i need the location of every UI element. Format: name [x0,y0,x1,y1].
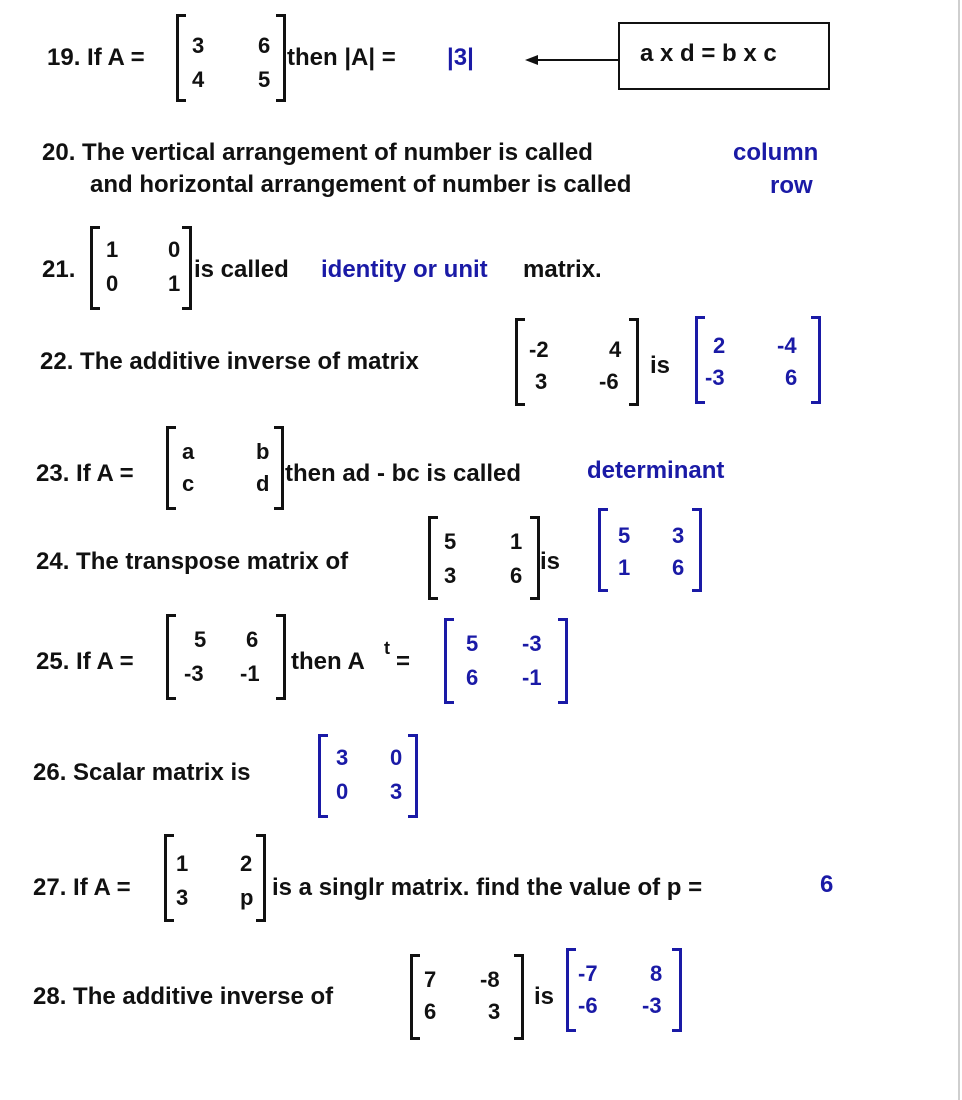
q25-m22: -1 [240,661,260,686]
q27-m21: 3 [176,885,189,910]
q24-m11: 5 [444,529,457,554]
q28-m11: 7 [424,967,437,992]
q22-middle: is [650,352,671,379]
q23-m21: c [182,471,195,496]
q24-prefix: 24. The transpose matrix of [36,548,349,575]
q28-m22: 3 [488,999,501,1024]
q28-a11: -7 [578,961,598,986]
q28-a21: -6 [578,993,598,1018]
q21-m12: 0 [168,237,181,262]
q22-m22: -6 [599,369,619,394]
q20-answer-row: row [770,172,813,199]
q24-answer-matrix [598,508,702,592]
q24-m22: 6 [510,563,523,588]
q27-m22: p [240,885,254,910]
q27-prefix: 27. If A = [33,874,131,901]
q25-m21: -3 [184,661,204,686]
q26-prefix: 26. Scalar matrix is [33,759,251,786]
q23-answer: determinant [587,457,725,484]
q22-m12: 4 [609,337,622,362]
q28-prefix: 28. The additive inverse of [33,983,334,1010]
q22-prefix: 22. The additive inverse of matrix [40,348,419,375]
q27-m11: 1 [176,851,189,876]
q21-m21: 0 [106,271,119,296]
q25-prefix: 25. If A = [36,648,134,675]
q19-m12: 6 [258,33,271,58]
q26-a11: 3 [336,745,349,770]
q24-a22: 6 [672,555,685,580]
q25-superscript: t [384,638,390,658]
q24-a21: 1 [618,555,631,580]
q22-answer-matrix [695,316,821,404]
q26-a21: 0 [336,779,349,804]
q28-a22: -3 [642,993,662,1018]
q22-m21: 3 [535,369,548,394]
q23-m22: d [256,471,270,496]
q23-prefix: 23. If A = [36,460,134,487]
q25-m12: 6 [246,627,259,652]
formula-box-text: a x d = b x c [640,40,777,67]
q25-matrix [166,614,286,700]
q22-m11: -2 [529,337,549,362]
q28-answer-matrix [566,948,682,1032]
q23-matrix [166,426,284,510]
q21-matrix [90,226,192,310]
q24-a12: 3 [672,523,685,548]
q21-answer: identity or unit [321,256,488,283]
q22-a11: 2 [713,333,726,358]
q22-matrix [515,318,639,406]
q25-middle: then A [291,648,365,675]
q26-a22: 3 [390,779,403,804]
q25-answer-matrix [444,618,568,704]
q23-m11: a [182,439,195,464]
arrow-left-icon [525,52,621,68]
q28-m12: -8 [480,967,500,992]
page-edge-line [958,0,960,1100]
q25-equals: = [396,648,411,675]
q21-m11: 1 [106,237,119,262]
q22-a21: -3 [705,365,725,390]
q28-matrix [410,954,524,1040]
q22-a12: -4 [777,333,797,358]
q23-m12: b [256,439,270,464]
q25-a12: -3 [522,631,542,656]
q27-middle: is a singlr matrix. find the value of p = [272,874,703,901]
q21-suffix: matrix. [523,256,602,283]
q20-line2: and horizontal arrangement of number is called [90,171,632,198]
q22-a22: 6 [785,365,798,390]
q28-a12: 8 [650,961,663,986]
q24-m12: 1 [510,529,523,554]
q19-prefix: 19. If A = [47,44,145,71]
q26-a12: 0 [390,745,403,770]
q25-a21: 6 [466,665,479,690]
q26-answer-matrix [318,734,418,818]
q21-middle: is called [194,256,289,283]
q20-line1: 20. The vertical arrangement of number is called [42,139,593,166]
q19-middle: then |A| = [287,44,396,71]
q19-m22: 5 [258,67,271,92]
q28-m21: 6 [424,999,437,1024]
q20-answer-column: column [733,139,819,166]
q21-m22: 1 [168,271,181,296]
q19-m21: 4 [192,67,205,92]
q27-answer: 6 [820,871,834,898]
q21-prefix: 21. [42,256,76,283]
q24-middle: is [540,548,561,575]
q27-matrix [164,834,266,922]
q25-a22: -1 [522,665,542,690]
q19-matrix [176,14,286,102]
q24-a11: 5 [618,523,631,548]
q28-middle: is [534,983,555,1010]
q24-matrix [428,516,540,600]
q25-m11: 5 [194,627,207,652]
q25-a11: 5 [466,631,479,656]
q23-middle: then ad - bc is called [285,460,522,487]
q24-m21: 3 [444,563,457,588]
q27-m12: 2 [240,851,253,876]
q19-answer: |3| [447,44,474,71]
q19-m11: 3 [192,33,205,58]
